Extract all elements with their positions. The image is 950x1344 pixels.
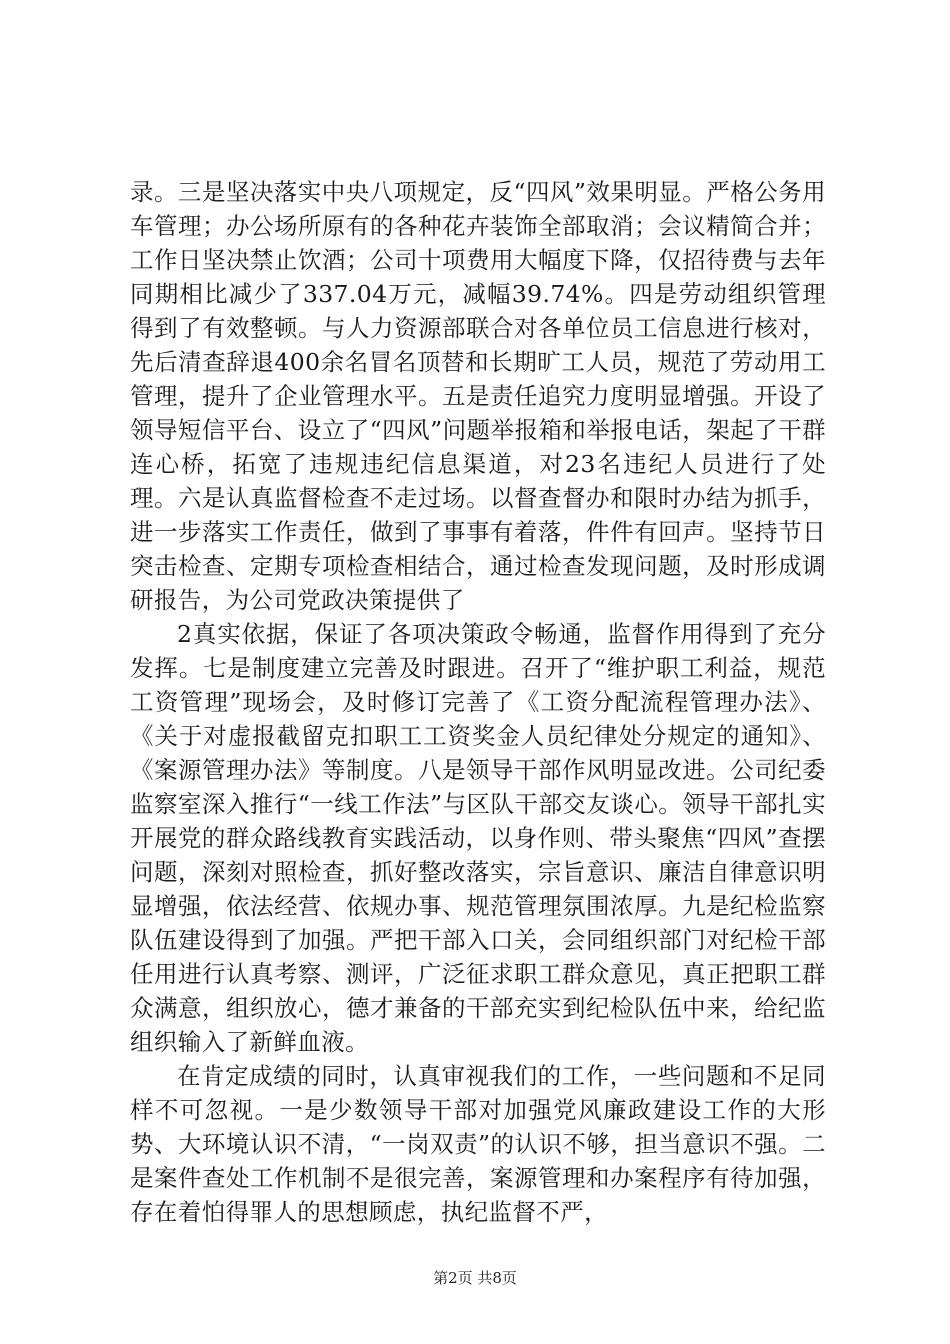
page-footer — [0, 1268, 950, 1288]
paragraph-1: 录。三是坚决落实中央八项规定，反“四风”效果明显。严格公务用车管理；办公场所原有的各种花卉装饰全部取消；会议精简合并；工作日坚决禁止饮酒；公司十项费用大幅度下降，仅招待费与去年同期相比减少了337.04万元，减幅39.74%。四是劳动组织管理得到了有效整顿。与人力资源部联合对各单位员工信息进行核对，先后清查辞退400余名冒名顶替和长期旷工人员，规范了劳动用工管理，提升了企业管理水平。五是责任追究力度明显增强。开设了领导短信平台、设立了“四风”问题举报箱和举报电话，架起了干群连心桥，拓宽了违规违纪信息渠道，对23名违纪人员进行了处理。六是认真监督检查不走过场。以督查督办和限时办结为抓手，进一步落实工作责任，做到了事事有着落，件件有回声。坚持节日突击检查、定期专项检查相结合，通过检查发现问题，及时形成调研报告，为公司党政决策提供了 — [130, 178, 826, 614]
document-body — [130, 175, 826, 1229]
paragraph-3: 在肯定成绩的同时，认真审视我们的工作，一些问题和不足同样不可忽视。一是少数领导干部对加强党风廉政建设工作的大形势、大环境认识不清，“一岗双责”的认识不够，担当意识不强。二是案件查处工作机制不是很完善，案源管理和办案程序有待加强，存在着怕得罪人的思想顾虑，执纪监督不严， — [130, 1062, 826, 1226]
page-number-label: 第2页 共8页 — [433, 1269, 517, 1287]
paragraph-2: 2真实依据，保证了各项决策政令畅通，监督作用得到了充分发挥。七是制度建立完善及时跟进。召开了“维护职工利益，规范工资管理”现场会，及时修订完善了《工资分配流程管理办法》、《关于对虚报截留克扣职工工资奖金人员纪律处分规定的通知》、《案源管理办法》等制度。八是领导干部作风明显改进。公司纪委监察室深入推行“一线工作法”与区队干部交友谈心。领导干部扎实开展党的群众路线教育实践活动，以身作则、带头聚焦“四风”查摆问题，深刻对照检查，抓好整改落实，宗旨意识、廉洁自律意识明显增强，依法经营、依规办事、规范管理氛围浓厚。九是纪检监察队伍建设得到了加强。严把干部入口关，会同组织部门对纪检干部任用进行认真考察、测评，广泛征求职工群众意见，真正把职工群众满意，组织放心，德才兼备的干部充实到纪检队伍中来，给纪监组织输入了新鲜血液。 — [130, 620, 826, 1056]
